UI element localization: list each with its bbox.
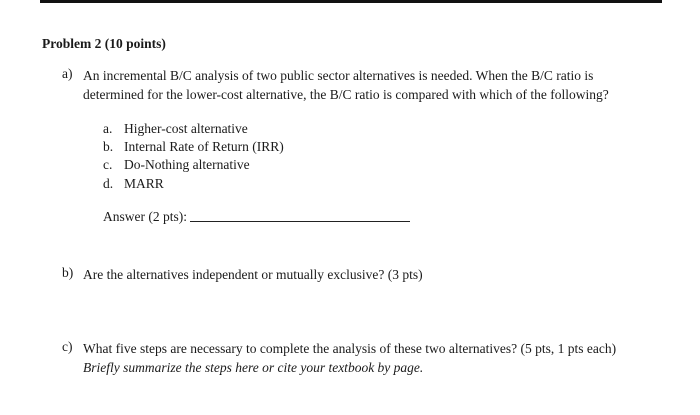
- part-a-line-2: determined for the lower-cost alternative, the B/C ratio is compared with which of the following?: [83, 87, 609, 102]
- top-rule: [40, 0, 662, 3]
- option-d: [103, 176, 164, 192]
- option-c: [103, 157, 250, 173]
- answer-label: Answer (2 pts):: [103, 209, 187, 224]
- part-a-question: [83, 66, 609, 104]
- option-text: MARR: [124, 176, 164, 191]
- option-text: Do-Nothing alternative: [124, 157, 250, 172]
- part-a-line-1: An incremental B/C analysis of two public sector alternatives is needed. When the B/C ratio is: [83, 68, 594, 83]
- part-c-instruction: Briefly summarize the steps here or cite your textbook by page.: [83, 360, 424, 375]
- option-letter: c.: [103, 157, 113, 172]
- part-b-question: Are the alternatives independent or mutually exclusive? (3 pts): [83, 267, 423, 282]
- part-c-marker: c): [62, 339, 73, 354]
- option-a: [103, 121, 248, 137]
- problem-title: Problem 2 (10 points): [42, 36, 166, 51]
- answer-blank[interactable]: [190, 221, 410, 222]
- option-letter: b.: [103, 139, 114, 154]
- option-text: Internal Rate of Return (IRR): [124, 139, 284, 154]
- part-b-marker: b): [62, 265, 74, 280]
- part-c-question: [83, 339, 616, 377]
- option-b: [103, 139, 284, 155]
- part-a-marker: a): [62, 66, 73, 81]
- option-letter: d.: [103, 176, 114, 191]
- option-letter: a.: [103, 121, 113, 136]
- option-text: Higher-cost alternative: [124, 121, 248, 136]
- part-c-line-1: What five steps are necessary to complete the analysis of these two alternatives? (5 pts, 1 pts each): [83, 341, 617, 356]
